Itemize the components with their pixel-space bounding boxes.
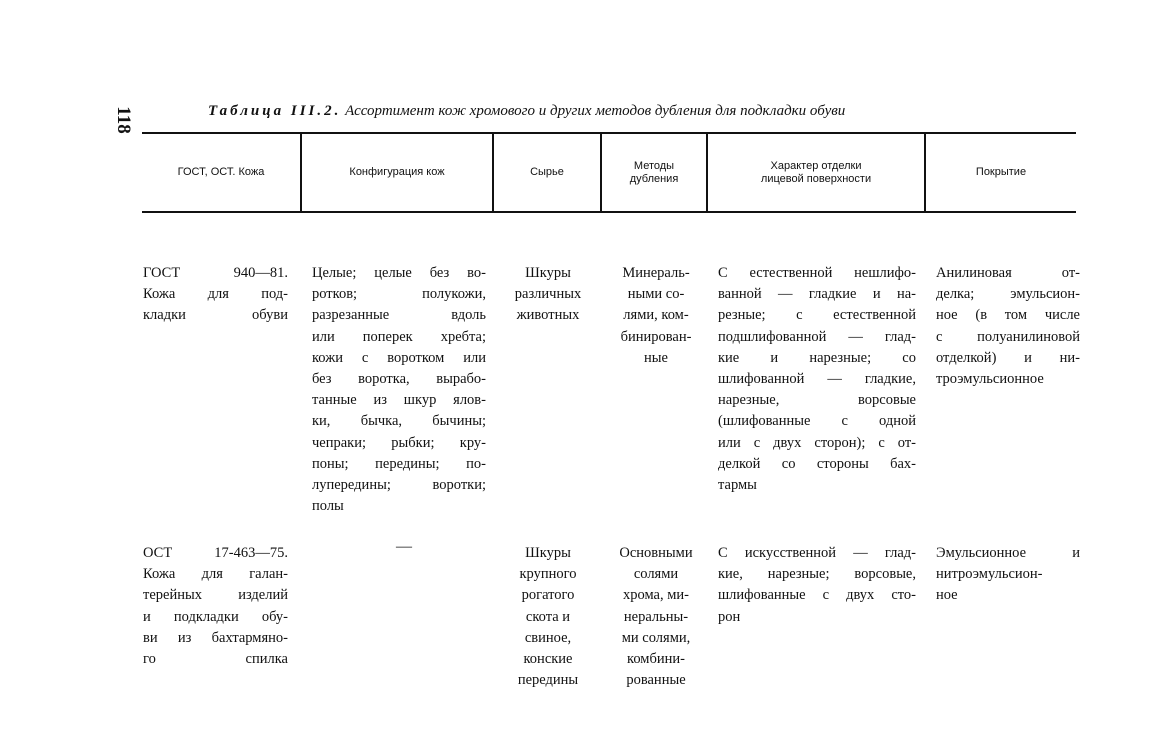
row2-finish: С искусственной — глад- кие, нарезные; ворсовые, шлифованные с двух сто- рон <box>718 545 916 625</box>
row2-tanning-method: Основными солями хрома, ми- неральны- ми солями, комбини- рованные <box>619 545 693 689</box>
row1-finish: С естественной нешлифо- ванной — гладкие и на- резные; с естественной подшлифованной — глад- кие и нарезные; со шлифованной — гладкие, нарезные, ворсовые (шлифованные с одной или с двух сторон); с от- делкой со стороны бах- тармы <box>718 265 916 494</box>
header-raw-material: Сырье <box>530 166 564 178</box>
header-bottom-rule <box>142 211 1076 213</box>
row1-coating: Анилиновая от- делка; эмульсион- ное (в том числе с полуанилиновой отделкой) и ни- троэмульсионное <box>936 265 1080 388</box>
header-configuration: Конфигурация кож <box>349 166 445 178</box>
page-number: 118 <box>113 106 134 134</box>
header-finish-character: Характер отделки лицевой поверхности <box>760 159 872 185</box>
row2-raw-material: Шкуры крупного рогатого скота и свиное, конские передины <box>517 545 579 689</box>
header-gost: ГОСТ, ОСТ. Кожа <box>177 166 265 178</box>
row2-coating: Эмульсионное и нитроэмульсион- ное <box>936 545 1080 604</box>
caption-text: Ассортимент кож хромового и других методов дубления для подкладки обуви <box>341 103 846 119</box>
table-caption <box>208 103 1108 120</box>
header-coating: Покрытие <box>975 166 1027 178</box>
row1-tanning-method: Минераль- ными со- лями, ком- бинирован- ные <box>620 265 692 366</box>
header-tanning-methods: Методы дубления <box>629 159 679 185</box>
row1-configuration: Целые; целые без во- ротков; полукожи, разрезанные вдоль или поперек хребта; кожи с воротком или без воротка, вырабо- танные из шкур ялов- ки, бычка, бычины; чепраки; рыбки; кру- поны; передины; по- лупередины; воротки; полы <box>312 265 486 515</box>
row1-gost: ГОСТ 940—81. Кожа для под- кладки обуви <box>143 265 288 324</box>
caption-lead: Таблица III.2. <box>208 103 342 119</box>
row2-gost: ОСТ 17-463—75. Кожа для галан- терейных изделий и подкладки обу- ви из бахтармяно- го спилка <box>143 545 288 668</box>
row1-raw-material: Шкуры различных животных <box>514 265 582 324</box>
row2-configuration: — <box>396 538 412 555</box>
